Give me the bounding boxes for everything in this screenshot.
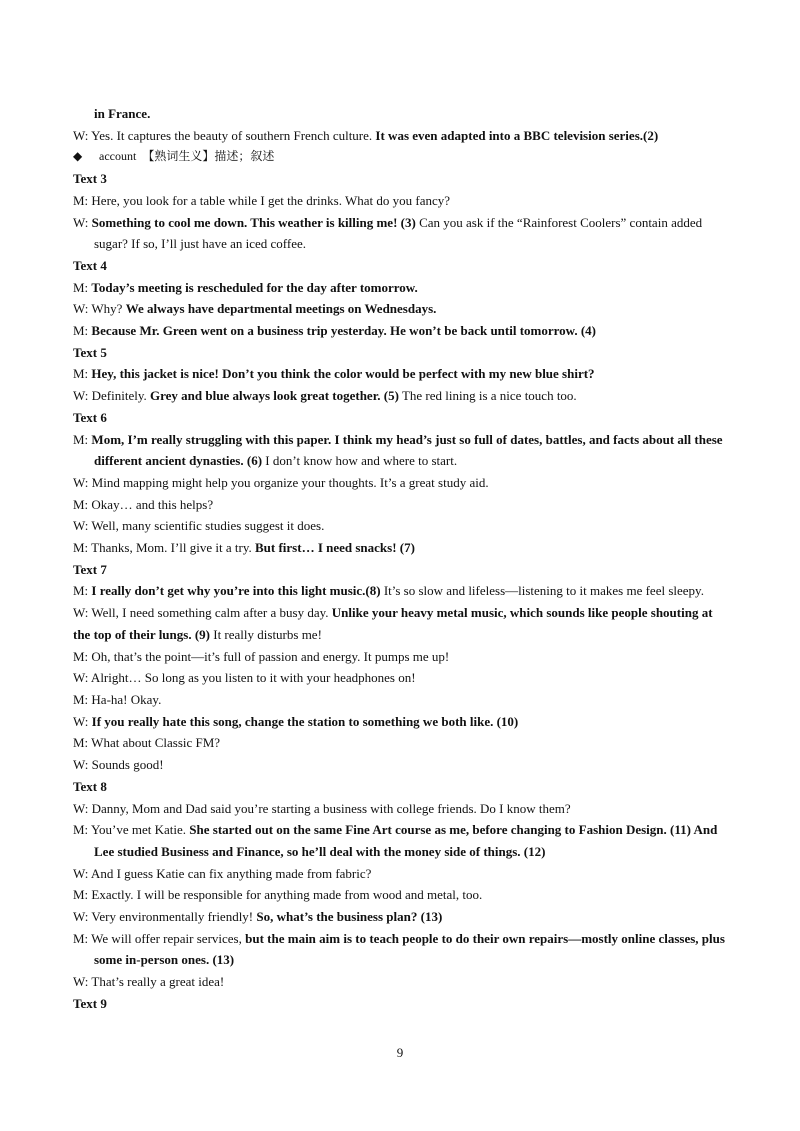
key-sentence: Today’s meeting is rescheduled for the day after tomorrow. bbox=[91, 279, 418, 295]
dialogue-line bbox=[73, 689, 729, 711]
key-sentence: but the main aim is to teach people to do their own repairs—mostly online classes, plus some in-person ones. (13) bbox=[94, 930, 725, 968]
dialogue-text: It really disturbs me! bbox=[209, 626, 322, 642]
dialogue-text: W: bbox=[73, 214, 92, 230]
dialogue-line bbox=[73, 884, 729, 906]
key-sentence: Because Mr. Green went on a business trip yesterday. He won’t be back until tomorrow. (4) bbox=[91, 323, 596, 339]
dialogue-text: W: Well, I need something calm after a busy day. bbox=[73, 605, 332, 621]
dialogue-text: W: And I guess Katie can fix anything made from fabric? bbox=[73, 865, 372, 881]
dialogue-text: M: Thanks, Mom. I’ll give it a try. bbox=[73, 540, 255, 556]
key-sentence: Text 3 bbox=[73, 171, 107, 187]
diamond-bullet-icon: ◆ bbox=[73, 149, 83, 164]
transcript-body bbox=[73, 103, 729, 1015]
dialogue-text: M: bbox=[73, 431, 92, 447]
key-sentence: Text 9 bbox=[73, 995, 107, 1011]
dialogue-text: W: Very environmentally friendly! bbox=[73, 909, 257, 925]
dialogue-text: M: Oh, that’s the point—it’s full of passion and energy. It pumps me up! bbox=[73, 648, 450, 664]
dialogue-text: M: We will offer repair services, bbox=[73, 930, 246, 946]
vocab-definition: 【熟词生义】描述；叙述 bbox=[142, 149, 275, 164]
dialogue-text: It’s so slow and lifeless—listening to it makes me feel sleepy. bbox=[380, 583, 704, 599]
key-sentence: Unlike your heavy metal music, which sounds like people shouting at the top of their lungs. (9) bbox=[73, 605, 713, 642]
dialogue-line bbox=[73, 602, 729, 645]
page-number: 9 bbox=[396, 1045, 404, 1060]
dialogue-line bbox=[73, 472, 729, 494]
text-heading bbox=[73, 776, 729, 798]
text-heading bbox=[73, 255, 729, 277]
dialogue-text: W: Danny, Mom and Dad said you’re starting a business with college friends. Do I know them? bbox=[73, 800, 571, 816]
key-sentence: Grey and blue always look great together. (5) bbox=[150, 388, 399, 404]
dialogue-line bbox=[73, 798, 729, 820]
dialogue-line bbox=[73, 537, 729, 559]
key-sentence: in France. bbox=[94, 106, 151, 121]
dialogue-text: M: You’ve met Katie. bbox=[73, 822, 190, 838]
dialogue-line bbox=[73, 580, 729, 602]
key-sentence: Text 6 bbox=[73, 409, 107, 425]
key-sentence: It was even adapted into a BBC television series.(2) bbox=[375, 127, 659, 143]
dialogue-line bbox=[73, 277, 729, 299]
dialogue-line bbox=[73, 928, 729, 971]
dialogue-text: I don’t know how and where to start. bbox=[262, 453, 458, 469]
key-sentence: Text 5 bbox=[73, 344, 107, 360]
text-heading bbox=[73, 342, 729, 364]
dialogue-line bbox=[73, 190, 729, 212]
vocab-note bbox=[73, 146, 729, 168]
dialogue-text: Can you ask if the “Rainforest Coolers” contain added sugar? If so, I’ll just have an iced coffee. bbox=[94, 214, 703, 252]
dialogue-text: M: Okay… and this helps? bbox=[73, 496, 214, 512]
dialogue-text: M: bbox=[73, 583, 92, 599]
key-sentence: If you really hate this song, change the station to something we both like. (10) bbox=[91, 713, 519, 729]
text-heading bbox=[73, 168, 729, 190]
key-sentence: Mom, I’m really struggling with this paper. I think my head’s just so full of dates, battles, and facts about all these different ancient dynasties. (6) bbox=[91, 431, 723, 469]
dialogue-line bbox=[73, 732, 729, 754]
dialogue-text: W: Yes. It captures the beauty of southern French culture. bbox=[73, 127, 376, 143]
key-sentence: Text 8 bbox=[73, 778, 107, 794]
dialogue-text: M: Exactly. I will be responsible for anything made from wood and metal, too. bbox=[73, 887, 483, 903]
dialogue-text: The red lining is a nice touch too. bbox=[398, 388, 577, 404]
dialogue-line bbox=[73, 125, 729, 147]
dialogue-line bbox=[73, 429, 729, 472]
dialogue-text: W: bbox=[73, 713, 92, 729]
key-sentence: Something to cool me down. This weather is killing me! (3) bbox=[91, 214, 416, 230]
key-sentence: So, what’s the business plan? (13) bbox=[256, 909, 443, 925]
dialogue-text: W: Alright… So long as you listen to it with your headphones on! bbox=[73, 670, 416, 686]
dialogue-text: W: Well, many scientific studies suggest it does. bbox=[73, 518, 325, 534]
key-sentence: Hey, this jacket is nice! Don’t you think the color would be perfect with my new blue shirt? bbox=[91, 366, 595, 382]
dialogue-line bbox=[73, 212, 729, 255]
text-heading bbox=[73, 407, 729, 429]
key-sentence: I really don’t get why you’re into this light music.(8) bbox=[91, 583, 381, 599]
dialogue-line bbox=[73, 819, 729, 862]
dialogue-line bbox=[73, 385, 729, 407]
dialogue-line bbox=[73, 667, 729, 689]
dialogue-text: M: bbox=[73, 323, 92, 339]
dialogue-text: W: Mind mapping might help you organize your thoughts. It’s a great study aid. bbox=[73, 474, 489, 490]
dialogue-continuation bbox=[73, 103, 729, 125]
dialogue-text: M: Ha-ha! Okay. bbox=[73, 691, 162, 707]
dialogue-line bbox=[73, 646, 729, 668]
key-sentence: Text 7 bbox=[73, 561, 107, 577]
vocab-word: account bbox=[99, 149, 137, 164]
dialogue-text: W: Sounds good! bbox=[73, 757, 164, 773]
dialogue-line bbox=[73, 515, 729, 537]
dialogue-line bbox=[73, 320, 729, 342]
dialogue-text: M: Here, you look for a table while I get the drinks. What do you fancy? bbox=[73, 192, 451, 208]
dialogue-line bbox=[73, 298, 729, 320]
dialogue-line bbox=[73, 863, 729, 885]
dialogue-line bbox=[73, 971, 729, 993]
dialogue-text: M: What about Classic FM? bbox=[73, 735, 221, 751]
dialogue-line bbox=[73, 494, 729, 516]
dialogue-line bbox=[73, 754, 729, 776]
dialogue-text: W: That’s really a great idea! bbox=[73, 974, 225, 990]
dialogue-text: W: Why? bbox=[73, 301, 126, 317]
text-heading bbox=[73, 559, 729, 581]
dialogue-text: M: bbox=[73, 366, 92, 382]
dialogue-text: M: bbox=[73, 279, 92, 295]
dialogue-line bbox=[73, 363, 729, 385]
key-sentence: Text 4 bbox=[73, 257, 107, 273]
dialogue-text: W: Definitely. bbox=[73, 388, 151, 404]
key-sentence: But first… I need snacks! (7) bbox=[254, 540, 415, 556]
key-sentence: We always have departmental meetings on Wednesdays. bbox=[125, 301, 437, 317]
dialogue-line bbox=[73, 906, 729, 928]
key-sentence: She started out on the same Fine Art course as me, before changing to Fashion Design. (11) And Lee studied Business and Finance, so he’ll deal with the money side of things. (12) bbox=[94, 822, 718, 859]
text-heading bbox=[73, 993, 729, 1015]
dialogue-line bbox=[73, 711, 729, 733]
